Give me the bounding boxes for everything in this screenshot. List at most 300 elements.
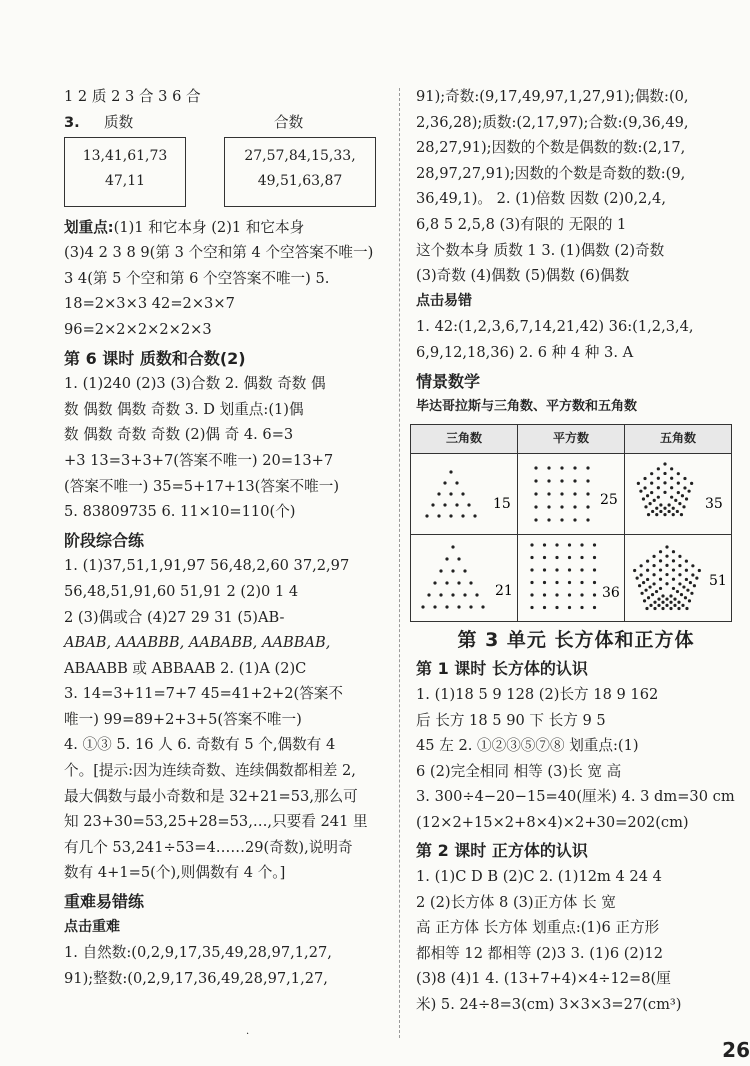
cell-value: 51 (709, 572, 727, 589)
dot (451, 545, 454, 548)
dot (685, 607, 688, 610)
dot (455, 481, 458, 484)
dot (646, 494, 649, 497)
cell-value: 21 (495, 582, 513, 599)
dot (684, 596, 687, 599)
lesson2-line: (3)8 (4)1 4. (13+7+4)×4÷12=8(厘 (416, 970, 671, 988)
dot (530, 556, 533, 559)
dot (469, 581, 472, 584)
composite-box: 27,57,84,15,33, 49,51,63,87 (224, 137, 376, 207)
stage-line: ABAABB 或 ABBAAB 2. (1)A (2)C (64, 659, 307, 677)
lesson6-line: 数 偶数 偶数 奇数 3. D 划重点:(1)偶 (64, 400, 304, 418)
dot (555, 581, 558, 584)
dot (668, 503, 671, 506)
dot (467, 503, 470, 506)
dot (573, 505, 576, 508)
dot (663, 513, 666, 516)
dot (687, 489, 690, 492)
dot (638, 584, 641, 587)
dot (672, 506, 675, 509)
dot (640, 573, 643, 576)
cell-value: 35 (705, 495, 723, 512)
dot (530, 581, 533, 584)
dot (659, 503, 662, 506)
dot (451, 593, 454, 596)
dot (463, 593, 466, 596)
dot (439, 593, 442, 596)
dot (650, 472, 653, 475)
lesson2-line: 米) 5. 24÷8=3(cm) 3×3×3=27(cm³) (416, 996, 682, 1014)
dot (449, 470, 452, 473)
dot (586, 466, 589, 469)
dot (647, 513, 650, 516)
dot (555, 556, 558, 559)
dot (672, 568, 675, 571)
dot (445, 605, 448, 608)
page-number: 26 (722, 1038, 750, 1062)
dot (639, 489, 642, 492)
dot (698, 569, 701, 572)
dot (646, 559, 649, 562)
dot (685, 578, 688, 581)
dot (663, 472, 666, 475)
dot (686, 588, 689, 591)
dot (530, 593, 533, 596)
dot (690, 591, 693, 594)
dot (657, 486, 660, 489)
answer-line: 36,49,1)。 2. (1)倍数 因数 (2)0,2,4, (416, 190, 666, 208)
dot (682, 585, 685, 588)
dot (678, 564, 681, 567)
figurate-number-table (410, 424, 732, 622)
dot (647, 596, 650, 599)
dot (530, 606, 533, 609)
dot (568, 581, 571, 584)
lesson6-line: (答案不唯一) 35=5+17+13(答案不唯一) (64, 477, 340, 495)
lesson1-line: 1. (1)18 5 9 128 (2)长方 18 9 162 (416, 685, 659, 703)
triangular-15-dots (411, 454, 517, 534)
dot (651, 593, 654, 596)
dot (653, 607, 656, 610)
dot (653, 499, 656, 502)
dot (642, 581, 645, 584)
dot (672, 513, 675, 516)
dot (657, 495, 660, 498)
dot (672, 559, 675, 562)
lesson2-line: 高 正方体 长方体 划重点:(1)6 正方形 (416, 919, 660, 937)
lesson6-line: +3 13=3+3+7(答案不唯一) 20=13+7 (64, 451, 334, 469)
stage-line: 个。[提示:因为连续奇数、连续偶数都相差 2, (64, 762, 356, 780)
table-header: 三角数 (411, 424, 518, 453)
dot (461, 514, 464, 517)
dot (670, 467, 673, 470)
dot (425, 514, 428, 517)
dot (645, 607, 648, 610)
dot (693, 584, 696, 587)
dot (560, 505, 563, 508)
dot (683, 486, 686, 489)
dot (659, 559, 662, 562)
dot (655, 506, 658, 509)
dot (652, 555, 655, 558)
dot (676, 590, 679, 593)
lesson1-line: 后 长方 18 5 90 下 长方 9 5 (416, 711, 606, 729)
dot (580, 581, 583, 584)
stage-line: 有几个 53,241÷53=4……29(奇数),说明奇 (64, 838, 353, 856)
dot (648, 585, 651, 588)
dot (433, 605, 436, 608)
prime-composite-boxes (64, 133, 382, 215)
dot (534, 466, 537, 469)
stage-line: 1. (1)37,51,1,91,97 56,48,2,60 37,2,97 (64, 557, 350, 575)
dot (437, 492, 440, 495)
cell-value: 36 (602, 584, 620, 601)
answer-line: 28,97,27,91);因数的个数是奇数的数:(9, (416, 164, 686, 182)
dot (534, 492, 537, 495)
stage-line: 56,48,51,91,60 51,91 2 (2)0 1 4 (64, 582, 299, 600)
dot (573, 479, 576, 482)
lesson1-line: (12×2+15×2+8×4)×2+30=202(cm) (416, 813, 689, 831)
prime-composite-header: 3. 质数 合数 (64, 110, 382, 135)
dot (677, 491, 680, 494)
lesson6-title: 第 6 课时 质数和合数(2) (64, 348, 246, 368)
dot (640, 591, 643, 594)
dot (659, 587, 662, 590)
dot (678, 555, 681, 558)
dot (676, 510, 679, 513)
composite-label: 合数 (274, 113, 304, 131)
unit-title: 第 3 单元 长方体和正方体 (457, 628, 695, 651)
cell-value: 25 (600, 491, 618, 508)
dot (547, 479, 550, 482)
dot (691, 564, 694, 567)
dot (677, 607, 680, 610)
dot (449, 492, 452, 495)
lesson2-line: 2 (2)长方体 8 (3)正方体 长 宽 (416, 893, 616, 911)
table-header: 平方数 (518, 424, 625, 453)
lesson6-line: 1. (1)240 (2)3 (3)合数 2. 偶数 奇数 偶 (64, 375, 326, 393)
dot (547, 492, 550, 495)
dot (534, 505, 537, 508)
dot (665, 582, 668, 585)
table-header: 五角数 (625, 424, 732, 453)
stage-title: 阶段综合练 (64, 530, 145, 550)
dot (650, 481, 653, 484)
dot (543, 593, 546, 596)
dot (449, 514, 452, 517)
hard-title: 重难易错练 (64, 892, 145, 912)
dot (555, 568, 558, 571)
right-column (416, 84, 736, 1018)
dot (663, 506, 666, 509)
dot (685, 568, 688, 571)
stage-line: ABAB, AAABBB, AABABB, AABBAB, (64, 634, 331, 652)
dot (593, 593, 596, 596)
dot (690, 481, 693, 484)
answer-line: 6,8 5 2,5,8 (3)有限的 无限的 1 (416, 215, 627, 233)
dot (672, 577, 675, 580)
dot (568, 556, 571, 559)
dot (573, 518, 576, 521)
dot (593, 606, 596, 609)
dot (443, 481, 446, 484)
answer-line: (3)奇数 (4)偶数 (5)偶数 (6)偶数 (416, 267, 630, 285)
dot (530, 568, 533, 571)
cell-value: 15 (493, 495, 511, 512)
dot (580, 606, 583, 609)
dot (657, 597, 660, 600)
dot (481, 605, 484, 608)
dot (652, 573, 655, 576)
dot (646, 578, 649, 581)
dot (643, 477, 646, 480)
dot (653, 600, 656, 603)
answer-line: 2,36,28);质数:(2,17,97);合数:(9,36,49, (416, 113, 689, 131)
dot (661, 607, 664, 610)
dot (644, 588, 647, 591)
dot (681, 494, 684, 497)
pentagonal-51-dots (625, 535, 731, 621)
stage-line: 唯一) 99=89+2+3+5(答案不唯一) (64, 710, 302, 728)
dot (421, 605, 424, 608)
dot (670, 476, 673, 479)
dot (669, 607, 672, 610)
dot (568, 606, 571, 609)
dot (674, 499, 677, 502)
key-point-text: (3)4 2 3 8 9(第 3 个空和第 4 个空答案不唯一) 3 4(第 5 个空和第 6 个空答案不唯一) 5. 18=2×3×3 42=2×3×7 96=2×2×2×2×2×3 (64, 244, 374, 338)
dot (534, 479, 537, 482)
dot (586, 479, 589, 482)
dot (665, 597, 668, 600)
bottom-dot: . (246, 1026, 250, 1037)
dot (670, 486, 673, 489)
dot (445, 557, 448, 560)
dot (636, 576, 639, 579)
square-36-cell (518, 534, 625, 621)
dot (560, 492, 563, 495)
dot (695, 576, 698, 579)
answer-line: 1 2 质 2 3 合 3 6 合 (64, 88, 201, 105)
dot (681, 604, 684, 607)
dot (652, 582, 655, 585)
dot (650, 491, 653, 494)
dot (445, 581, 448, 584)
dot (580, 568, 583, 571)
dot (652, 564, 655, 567)
dot (543, 581, 546, 584)
dot (475, 593, 478, 596)
dot (473, 514, 476, 517)
dot (568, 568, 571, 571)
dot (439, 569, 442, 572)
square-36-dots (518, 535, 624, 621)
dot (560, 466, 563, 469)
dot (651, 510, 654, 513)
answer-line: 这个数本身 质数 1 3. (1)偶数 (2)奇数 (416, 241, 665, 259)
dot (555, 543, 558, 546)
error-line: 1. 42:(1,2,3,6,7,14,21,42) 36:(1,2,3,4, (416, 318, 694, 336)
dot (678, 582, 681, 585)
dot (469, 605, 472, 608)
dot (665, 573, 668, 576)
dot (431, 503, 434, 506)
dot (663, 490, 666, 493)
scene-title: 情景数学 (416, 371, 481, 391)
lesson1-line: 6 (2)完全相同 相等 (3)长 宽 高 (416, 762, 622, 780)
triangular-21-dots (411, 535, 517, 621)
dot (463, 569, 466, 572)
dot (457, 605, 460, 608)
dot (451, 569, 454, 572)
dot (560, 479, 563, 482)
dot (678, 502, 681, 505)
dot (547, 466, 550, 469)
dot (530, 543, 533, 546)
dot (568, 593, 571, 596)
dot (580, 556, 583, 559)
dot (659, 510, 662, 513)
dot (659, 568, 662, 571)
dot (534, 518, 537, 521)
hard-subtitle: 点击重难 (64, 918, 120, 935)
dot (580, 543, 583, 546)
dot (461, 492, 464, 495)
dot (580, 593, 583, 596)
dot (680, 513, 683, 516)
dot (657, 467, 660, 470)
dot (437, 514, 440, 517)
dot (457, 581, 460, 584)
dot (659, 577, 662, 580)
triangular-21-cell (411, 534, 518, 621)
dot (665, 545, 668, 548)
dot (593, 568, 596, 571)
dot (677, 472, 680, 475)
dot (688, 599, 691, 602)
dot (457, 557, 460, 560)
dot (663, 462, 666, 465)
dot (543, 556, 546, 559)
dot (677, 600, 680, 603)
dot (568, 543, 571, 546)
answer-line: 28,27,91);因数的个数是偶数的数:(2,17, (416, 139, 686, 157)
dot (665, 604, 668, 607)
dot (640, 564, 643, 567)
dot (543, 606, 546, 609)
dot (655, 590, 658, 593)
dot (691, 573, 694, 576)
square-25-cell (518, 453, 625, 534)
dot (672, 550, 675, 553)
dot (673, 604, 676, 607)
dot (586, 518, 589, 521)
dot (547, 518, 550, 521)
prime-box: 13,41,61,73 47,11 (64, 137, 186, 207)
dot (646, 568, 649, 571)
dot (427, 593, 430, 596)
dot (677, 481, 680, 484)
stage-line: 2 (3)偶或合 (4)27 29 31 (5)AB- (64, 608, 285, 626)
dot (560, 518, 563, 521)
error-line: 6,9,12,18,36) 2. 6 种 4 种 3. A (416, 343, 634, 361)
dot (670, 495, 673, 498)
lesson2-line: 1. (1)C D B (2)C 2. (1)12m 4 24 4 (416, 868, 662, 886)
dot (655, 513, 658, 516)
triangular-15-cell (411, 453, 518, 534)
dot (547, 505, 550, 508)
lesson1-line: 45 左 2. ①②③⑤⑦⑧ 划重点:(1) (416, 737, 639, 755)
dot (644, 505, 647, 508)
dot (661, 600, 664, 603)
dot (555, 606, 558, 609)
dot (642, 497, 645, 500)
column-divider (399, 88, 400, 1038)
stage-line: 数有 4+1=5(个),则偶数有 4 个。] (64, 864, 286, 882)
dot (593, 581, 596, 584)
dot (657, 604, 660, 607)
hard-line: 1. 自然数:(0,2,9,17,35,49,28,97,1,27, (64, 944, 332, 962)
dot (586, 505, 589, 508)
dot (633, 569, 636, 572)
dot (637, 481, 640, 484)
dot (455, 503, 458, 506)
pentagonal-35-dots (625, 454, 731, 534)
dot (573, 492, 576, 495)
dot (673, 597, 676, 600)
dot (657, 476, 660, 479)
dot (543, 568, 546, 571)
dot (682, 505, 685, 508)
dot (680, 593, 683, 596)
dot (649, 502, 652, 505)
square-25-dots (518, 454, 624, 534)
lesson1-title: 第 1 课时 长方体的认识 (416, 659, 588, 679)
lesson2-line: 都相等 12 都相等 (2)3 3. (1)6 (2)12 (416, 944, 664, 962)
dot (543, 543, 546, 546)
left-column (64, 84, 382, 991)
hard-line: 91);整数:(0,2,9,17,36,49,28,97,1,27, (64, 969, 328, 987)
dot (443, 503, 446, 506)
answer-line: 91);奇数:(9,17,49,97,1,27,91);偶数:(0, (416, 88, 689, 105)
dot (663, 481, 666, 484)
error-subtitle: 点击易错 (416, 292, 472, 309)
lesson1-line: 3. 300÷4−20−15=40(厘米) 4. 3 dm=30 cm (416, 788, 735, 806)
dot (643, 486, 646, 489)
dot (586, 492, 589, 495)
dot (669, 600, 672, 603)
dot (672, 587, 675, 590)
dot (665, 563, 668, 566)
dot (649, 604, 652, 607)
dot (685, 497, 688, 500)
scene-subtitle: 毕达哥拉斯与三角数、平方数和五角数 (416, 399, 638, 415)
dot (665, 554, 668, 557)
stage-line: 最大偶数与最小奇数和是 32+21=53,那么可 (64, 787, 358, 805)
lesson6-line: 数 偶数 奇数 奇数 (2)偶 奇 4. 6=3 (64, 426, 294, 444)
dot (643, 599, 646, 602)
dot (683, 477, 686, 480)
prime-label: 质数 (104, 113, 134, 131)
lesson6-line: 5. 83809735 6. 11×10=110(个) (64, 503, 296, 521)
dot (685, 559, 688, 562)
dot (593, 543, 596, 546)
dot (555, 593, 558, 596)
pentagonal-51-cell (625, 534, 732, 621)
dot (573, 466, 576, 469)
stage-line: 知 23+30=53,25+28=53,…,只要看 241 里 (64, 813, 368, 831)
dot (593, 556, 596, 559)
dot (689, 581, 692, 584)
